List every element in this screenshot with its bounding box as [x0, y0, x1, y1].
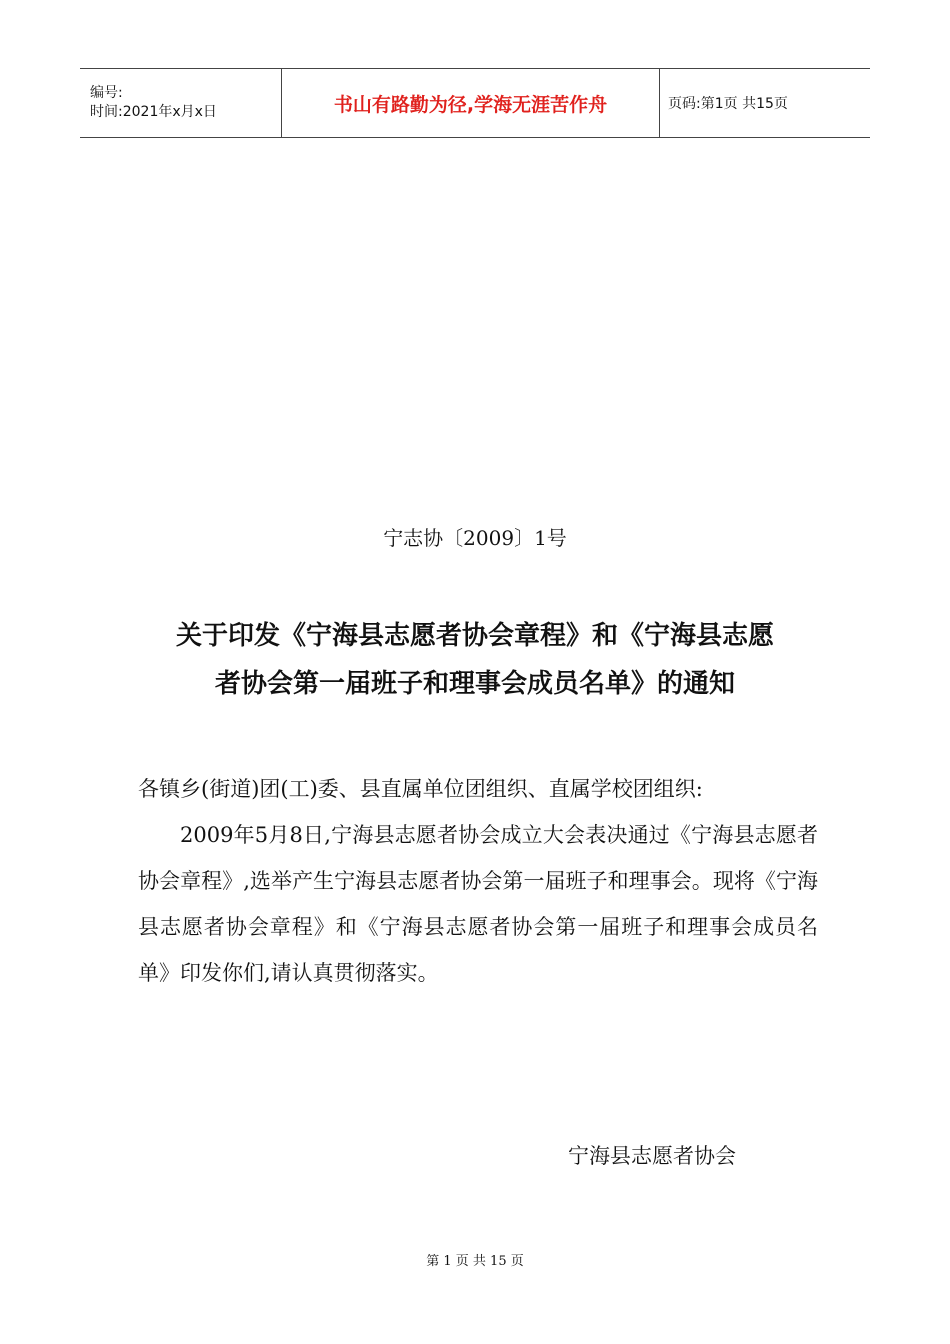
time-label: 时间:2021年x月x日 — [90, 104, 217, 120]
salutation: 各镇乡(街道)团(工)委、县直属单位团组织、直属学校团组织: — [138, 777, 703, 801]
header-meta — [80, 69, 282, 137]
header-motto: 书山有路勤为径,学海无涯苦作舟 — [282, 69, 660, 137]
body-paragraph: 2009年5月8日,宁海县志愿者协会成立大会表决通过《宁海县志愿者协会章程》,选举产生宁海县志愿者协会第一届班子和理事会。现将《宁海县志愿者协会章程》和《宁海县志愿者协会第一届班子和理事会成员名单》印发你们,请认真贯彻落实。 — [138, 823, 818, 985]
document-number: 宁志协〔2009〕1号 — [383, 526, 567, 550]
page-header — [80, 68, 870, 138]
title-line-2: 者协会第一届班子和理事会成员名单》的通知 — [214, 669, 735, 699]
page-footer: 第 1 页 共 15 页 — [426, 1254, 524, 1269]
header-page-info: 页码:第1页 共15页 — [668, 96, 788, 112]
title-line-1: 关于印发《宁海县志愿者协会章程》和《宁海县志愿 — [175, 621, 774, 651]
document-title — [100, 612, 850, 708]
signature: 宁海县志愿者协会 — [568, 1144, 736, 1168]
document-body — [138, 766, 818, 996]
code-label: 编号: — [90, 85, 123, 101]
